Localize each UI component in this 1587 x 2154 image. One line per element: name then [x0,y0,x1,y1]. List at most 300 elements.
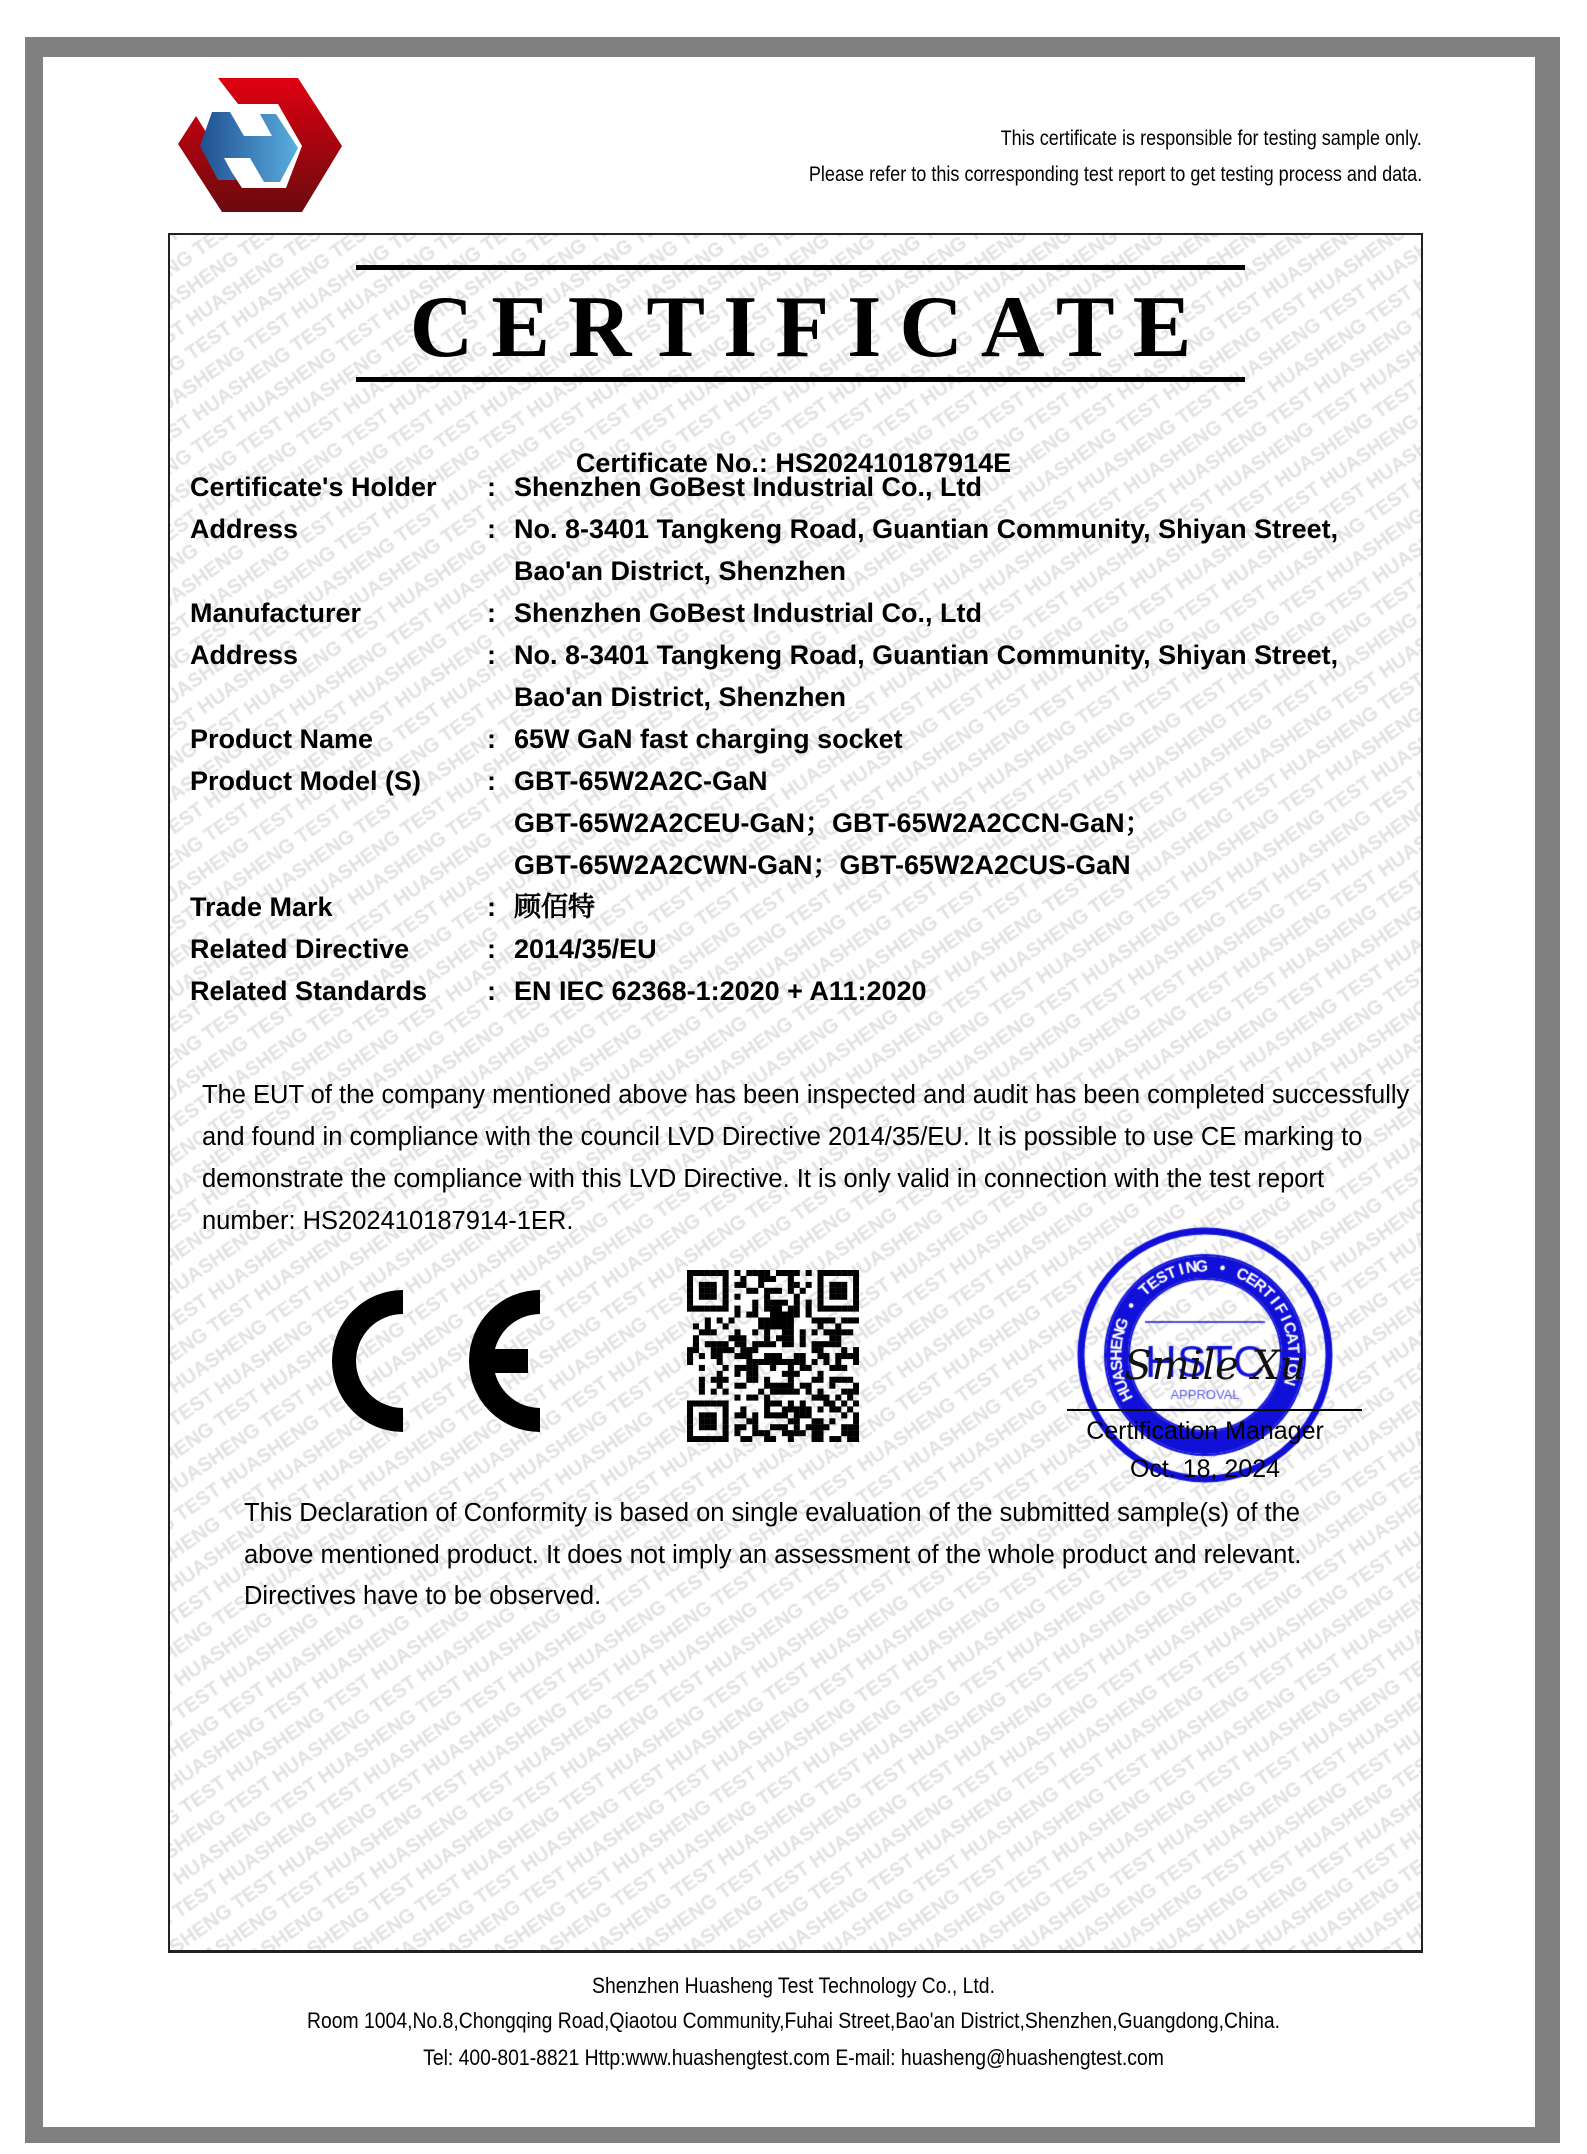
qr-module [711,1400,717,1406]
footer-company: Shenzhen Huasheng Test Technology Co., Ltd. [592,1973,995,1998]
qr-module [841,1329,847,1335]
qr-module [687,1418,693,1424]
qr-module [841,1377,847,1383]
qr-module [717,1383,723,1389]
qr-module [800,1353,806,1359]
qr-module [853,1418,859,1424]
company-logo [178,78,342,216]
qr-module [770,1288,776,1294]
qr-module [817,1377,823,1383]
qr-module [841,1365,847,1371]
qr-module [758,1341,764,1347]
qr-module [693,1335,699,1341]
qr-module [746,1371,752,1377]
qr-module [764,1377,770,1383]
qr-module [829,1436,835,1442]
field-label: Address [190,640,299,670]
qr-module [711,1329,717,1335]
qr-module [711,1288,717,1294]
qr-module [835,1306,841,1312]
field-label: Certificate's Holder [190,472,437,502]
qr-module [752,1306,758,1312]
qr-module [847,1406,853,1412]
qr-module [711,1294,717,1300]
qr-module [699,1294,705,1300]
qr-module [687,1430,693,1436]
qr-module [823,1317,829,1323]
qr-module [711,1424,717,1430]
qr-module [853,1383,859,1389]
qr-module [847,1353,853,1359]
qr-module [752,1395,758,1401]
qr-module [835,1329,841,1335]
qr-module [794,1282,800,1288]
qr-module [752,1418,758,1424]
qr-module [782,1412,788,1418]
qr-module [723,1276,729,1282]
qr-module [794,1312,800,1318]
qr-module [835,1282,841,1288]
field-value: Bao'an District, Shenzhen [514,556,846,586]
qr-module [835,1353,841,1359]
qr-module [770,1412,776,1418]
field-label: Related Standards [190,976,428,1006]
field-colon: : [487,892,496,922]
qr-module [776,1317,782,1323]
qr-module [729,1335,735,1341]
qr-module [794,1430,800,1436]
qr-module [752,1312,758,1318]
footer-contact: Tel: 400-801-8821 Http:www.huashengtest.com E-mail: huasheng@huashengtest.com [423,2045,1164,2070]
qr-module [812,1347,818,1353]
qr-module [823,1270,829,1276]
qr-module [853,1306,859,1312]
field-label: Product Name [190,724,374,754]
qr-module [776,1424,782,1430]
qr-module [717,1436,723,1442]
qr-module [782,1383,788,1389]
qr-module [711,1418,717,1424]
qr-module [806,1365,812,1371]
qr-module [740,1335,746,1341]
qr-module [693,1306,699,1312]
qr-module [746,1377,752,1383]
qr-module [817,1353,823,1359]
qr-module [800,1341,806,1347]
qr-module [764,1436,770,1442]
field-colon: : [487,514,496,544]
qr-module [788,1323,794,1329]
qr-module [752,1371,758,1377]
qr-module [723,1288,729,1294]
qr-module [770,1317,776,1323]
qr-module [699,1436,705,1442]
qr-module [723,1400,729,1406]
qr-module [853,1412,859,1418]
qr-module [823,1353,829,1359]
qr-module [794,1294,800,1300]
qr-module [835,1365,841,1371]
qr-module [717,1377,723,1383]
qr-module [829,1377,835,1383]
qr-module [782,1341,788,1347]
qr-module [782,1335,788,1341]
qr-module [853,1430,859,1436]
qr-module [729,1347,735,1353]
qr-module [717,1306,723,1312]
qr-module [758,1430,764,1436]
qr-module [823,1341,829,1347]
qr-module [764,1317,770,1323]
qr-module [794,1270,800,1276]
qr-module [817,1424,823,1430]
field-colon: : [487,766,496,796]
certificate-title: CERTIFICATE [409,279,1210,376]
qr-module [723,1418,729,1424]
qr-module [841,1270,847,1276]
qr-module [723,1406,729,1412]
qr-module [723,1365,729,1371]
qr-module [841,1400,847,1406]
certificate-number: Certificate No.: HS202410187914E [575,448,1012,478]
qr-module [734,1294,740,1300]
qr-module [841,1353,847,1359]
qr-module [800,1412,806,1418]
qr-module [835,1270,841,1276]
qr-module [788,1365,794,1371]
qr-module [776,1359,782,1365]
qr-module [788,1282,794,1288]
qr-module [687,1294,693,1300]
qr-module [794,1359,800,1365]
qr-module [764,1400,770,1406]
qr-module [853,1282,859,1288]
qr-module [847,1395,853,1401]
qr-module [687,1306,693,1312]
qr-module [711,1353,717,1359]
qr-module [800,1430,806,1436]
qr-module [740,1383,746,1389]
qr-module [788,1335,794,1341]
qr-module [776,1306,782,1312]
qr-module [835,1341,841,1347]
qr-module [723,1306,729,1312]
qr-module [782,1329,788,1335]
signature-date: Oct. 18, 2024 [1129,1455,1281,1483]
qr-module [817,1294,823,1300]
qr-module [699,1365,705,1371]
qr-module [711,1412,717,1418]
qr-module [794,1306,800,1312]
qr-module [717,1371,723,1377]
qr-module [764,1430,770,1436]
qr-module [758,1389,764,1395]
qr-module [752,1430,758,1436]
qr-code[interactable] [687,1270,859,1442]
qr-module [829,1329,835,1335]
qr-module [817,1436,823,1442]
qr-module [776,1400,782,1406]
qr-module [835,1359,841,1365]
qr-module [847,1306,853,1312]
qr-module [817,1389,823,1395]
qr-module [782,1371,788,1377]
qr-module [806,1412,812,1418]
qr-module [794,1371,800,1377]
qr-module [853,1300,859,1306]
qr-module [847,1436,853,1442]
qr-module [723,1377,729,1383]
qr-module [812,1424,818,1430]
qr-module [717,1317,723,1323]
qr-module [734,1353,740,1359]
qr-module [764,1359,770,1365]
qr-module [699,1400,705,1406]
qr-module [699,1424,705,1430]
qr-module [699,1353,705,1359]
qr-module [776,1335,782,1341]
qr-module [705,1400,711,1406]
qr-module [764,1406,770,1412]
qr-module [746,1436,752,1442]
qr-module [812,1377,818,1383]
qr-module [693,1323,699,1329]
qr-module [734,1335,740,1341]
qr-module [841,1430,847,1436]
qr-module [853,1270,859,1276]
qr-module [740,1276,746,1282]
qr-module [770,1359,776,1365]
qr-module [705,1306,711,1312]
qr-module [853,1436,859,1442]
qr-module [776,1323,782,1329]
field-colon: : [487,976,496,1006]
qr-module [829,1406,835,1412]
qr-module [711,1436,717,1442]
qr-module [782,1323,788,1329]
qr-module [723,1424,729,1430]
qr-module [752,1300,758,1306]
qr-module [740,1365,746,1371]
qr-module [841,1347,847,1353]
qr-module [823,1424,829,1430]
field-value: No. 8-3401 Tangkeng Road, Guantian Community, Shiyan Street, [514,640,1339,670]
qr-module [782,1430,788,1436]
qr-module [812,1430,818,1436]
qr-module [788,1406,794,1412]
qr-module [717,1400,723,1406]
qr-module [806,1300,812,1306]
qr-module [841,1282,847,1288]
qr-module [723,1282,729,1288]
qr-module [776,1389,782,1395]
qr-module [705,1329,711,1335]
qr-module [693,1436,699,1442]
field-label: Related Directive [190,934,410,964]
field-colon: : [487,934,496,964]
qr-module [746,1359,752,1365]
field-value: 65W GaN fast charging socket [514,724,903,754]
qr-module [746,1353,752,1359]
qr-module [770,1436,776,1442]
qr-module [693,1341,699,1347]
qr-module [740,1341,746,1347]
qr-module [723,1436,729,1442]
qr-module [829,1270,835,1276]
qr-module [782,1406,788,1412]
qr-module [806,1406,812,1412]
qr-module [817,1323,823,1329]
qr-module [776,1300,782,1306]
signatory-role: Certification Manager [1086,1417,1324,1445]
qr-module [699,1389,705,1395]
qr-module [764,1395,770,1401]
notice-line-2: Please refer to this corresponding test report to get testing process and data. [808,163,1422,186]
qr-module [829,1365,835,1371]
qr-module [788,1359,794,1365]
qr-module [705,1282,711,1288]
title-rule-top [356,265,1245,270]
qr-module [794,1412,800,1418]
qr-module [734,1430,740,1436]
qr-module [752,1347,758,1353]
qr-module [817,1317,823,1323]
qr-module [705,1424,711,1430]
qr-module [794,1353,800,1359]
qr-module [770,1424,776,1430]
qr-module [835,1436,841,1442]
qr-module [705,1294,711,1300]
qr-module [711,1282,717,1288]
qr-module [764,1294,770,1300]
qr-module [794,1418,800,1424]
qr-module [806,1312,812,1318]
field-colon: : [487,598,496,628]
qr-module [734,1329,740,1335]
qr-module [723,1389,729,1395]
qr-module [829,1400,835,1406]
field-value: 2014/35/EU [514,934,657,964]
qr-module [788,1377,794,1383]
qr-module [776,1312,782,1318]
field-colon: : [487,724,496,754]
qr-module [847,1430,853,1436]
qr-module [800,1359,806,1365]
qr-module [841,1306,847,1312]
qr-module [752,1412,758,1418]
qr-module [693,1270,699,1276]
qr-module [734,1282,740,1288]
qr-module [800,1329,806,1335]
qr-module [752,1359,758,1365]
field-label: Manufacturer [190,598,362,628]
qr-module [723,1294,729,1300]
qr-module [853,1424,859,1430]
qr-module [817,1300,823,1306]
field-value: GBT-65W2A2CEU-GaN；GBT-65W2A2CCN-GaN； [514,808,1152,838]
qr-module [764,1353,770,1359]
qr-module [746,1418,752,1424]
qr-module [806,1424,812,1430]
qr-module [752,1377,758,1383]
qr-module [800,1383,806,1389]
qr-module [770,1300,776,1306]
qr-module [788,1270,794,1276]
qr-module [835,1406,841,1412]
qr-module [723,1270,729,1276]
qr-module [758,1282,764,1288]
qr-module [829,1306,835,1312]
qr-module [841,1294,847,1300]
qr-module [758,1276,764,1282]
qr-module [794,1300,800,1306]
qr-module [800,1335,806,1341]
qr-module [788,1383,794,1389]
qr-module [687,1412,693,1418]
qr-module [699,1306,705,1312]
qr-module [770,1306,776,1312]
qr-module [788,1436,794,1442]
qr-module [835,1395,841,1401]
qr-module [764,1341,770,1347]
qr-module [782,1424,788,1430]
signature-name: Smile Xu [1124,1343,1306,1389]
qr-module [734,1412,740,1418]
field-value: GBT-65W2A2CWN-GaN；GBT-65W2A2CUS-GaN [514,850,1131,880]
compliance-statement: The EUT of the company mentioned above has been inspected and audit has been completed successfully and found in compliance with the council LVD Directive 2014/35/EU. It is possible to use CE marking to demonstrate the compliance with this LVD Directive. It is only valid in connection with the test report number: HS202410187914-1ER. [202,1081,1410,1235]
qr-module [723,1323,729,1329]
qr-module [823,1359,829,1365]
footer-address: Room 1004,No.8,Chongqing Road,Qiaotou Community,Fuhai Street,Bao'an District,Shenzhen,Guangdong,China. [306,2008,1280,2033]
qr-module [806,1383,812,1389]
notice-line-1: This certificate is responsible for testing sample only. [1000,127,1422,150]
qr-module [717,1270,723,1276]
qr-module [764,1412,770,1418]
qr-module [782,1359,788,1365]
qr-module [794,1424,800,1430]
qr-module [812,1359,818,1365]
qr-module [711,1306,717,1312]
field-colon: : [487,472,496,502]
qr-module [853,1389,859,1395]
qr-module [853,1359,859,1365]
qr-module [764,1276,770,1282]
qr-module [847,1424,853,1430]
qr-module [841,1317,847,1323]
qr-module [847,1317,853,1323]
qr-module [758,1270,764,1276]
qr-module [770,1341,776,1347]
qr-module [705,1270,711,1276]
qr-module [776,1353,782,1359]
qr-module [823,1400,829,1406]
qr-module [800,1288,806,1294]
qr-module [817,1288,823,1294]
qr-module [782,1312,788,1318]
qr-module [812,1317,818,1323]
field-label: Address [190,514,299,544]
qr-module [723,1430,729,1436]
qr-module [829,1317,835,1323]
qr-module [687,1406,693,1412]
qr-module [853,1294,859,1300]
qr-module [782,1300,788,1306]
qr-module [782,1389,788,1395]
qr-module [746,1395,752,1401]
qr-module [829,1288,835,1294]
qr-module [687,1347,693,1353]
qr-module [817,1406,823,1412]
